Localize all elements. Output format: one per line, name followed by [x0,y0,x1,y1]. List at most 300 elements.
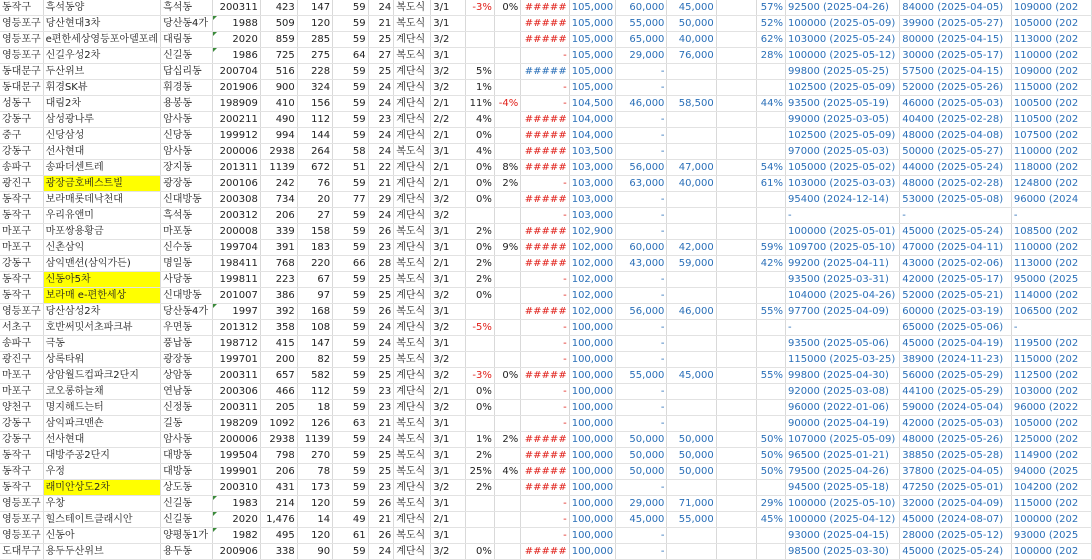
jeonse-cell[interactable]: - [616,416,667,432]
min-deal-cell[interactable]: 28000 (2025-05-12) [900,528,1012,544]
households-cell[interactable]: 1139 [260,160,297,176]
district-cell[interactable]: 동작구 [0,288,43,304]
hall-type-cell[interactable]: 계단식 [394,208,431,224]
dong-cell[interactable]: 상도동 [161,480,213,496]
change-pct-cell[interactable] [466,32,495,48]
change-pct2-cell[interactable] [494,48,520,64]
dong-cell[interactable]: 광장동 [161,176,213,192]
area-cell[interactable]: 59 [333,176,368,192]
area-cell[interactable]: 59 [333,336,368,352]
households-cell[interactable]: 657 [260,368,297,384]
built-year-cell[interactable]: 1997 [213,304,261,320]
jeonse-cell[interactable]: 63,000 [616,176,667,192]
blank-cell[interactable] [716,144,756,160]
max-deal-cell[interactable]: 103000 (202 [1011,384,1091,400]
jeonse-cell[interactable]: 45,000 [616,512,667,528]
price-cell[interactable]: 105,000 [569,32,615,48]
table-row[interactable] [0,208,1092,224]
table-row[interactable] [0,336,1092,352]
max-deal-cell[interactable]: 106500 (202 [1011,304,1091,320]
count-cell[interactable]: 173 [297,480,332,496]
dong-cell[interactable]: 풍납동 [161,336,213,352]
hall-type-cell[interactable]: 복도식 [394,144,431,160]
pyeong-cell[interactable]: 21 [368,16,394,32]
area-cell[interactable]: 59 [333,496,368,512]
hash-cell[interactable]: - [521,496,570,512]
change-pct2-cell[interactable] [494,224,520,240]
recent-deal-cell[interactable]: 99000 (2025-03-05) [786,112,900,128]
pyeong-cell[interactable]: 26 [368,528,394,544]
recent-deal-cell[interactable]: 100000 (2025-05-12) [786,48,900,64]
ratio-cell[interactable]: 52% [756,16,785,32]
hall-type-cell[interactable]: 복도식 [394,432,431,448]
ratio-cell[interactable] [756,224,785,240]
count-cell[interactable]: 112 [297,112,332,128]
min-deal-cell[interactable]: 42000 (2025-05-03) [900,416,1012,432]
ratio-cell[interactable]: 62% [756,32,785,48]
households-cell[interactable]: 509 [260,16,297,32]
households-cell[interactable]: 410 [260,96,297,112]
count-cell[interactable]: 324 [297,80,332,96]
built-year-cell[interactable]: 200006 [213,432,261,448]
count-cell[interactable]: 108 [297,320,332,336]
area-cell[interactable]: 51 [333,160,368,176]
households-cell[interactable]: 516 [260,64,297,80]
price-cell[interactable]: 102,000 [569,256,615,272]
hash-cell[interactable]: ##### [521,64,570,80]
change-pct-cell[interactable]: 0% [466,400,495,416]
ratio-cell[interactable] [756,272,785,288]
area-cell[interactable]: 58 [333,144,368,160]
complex-name-cell[interactable]: 보라매롯데낙천대 [43,192,160,208]
built-year-cell[interactable]: 200906 [213,544,261,560]
min-deal-cell[interactable]: 48000 (2025-02-28) [900,176,1012,192]
hash-cell[interactable]: ##### [521,256,570,272]
blank-cell[interactable] [716,272,756,288]
rooms-cell[interactable]: 3/1 [431,48,466,64]
ratio-cell[interactable]: 55% [756,368,785,384]
district-cell[interactable]: 강동구 [0,144,43,160]
complex-name-cell[interactable]: 우정 [43,464,160,480]
change-pct2-cell[interactable] [494,416,520,432]
blank-cell[interactable] [716,256,756,272]
table-row[interactable] [0,0,1092,16]
district-cell[interactable]: 영등포구 [0,48,43,64]
hall-type-cell[interactable]: 복도식 [394,0,431,16]
complex-name-cell[interactable]: 당산삼성2차 [43,304,160,320]
pyeong-cell[interactable]: 24 [368,96,394,112]
households-cell[interactable]: 2938 [260,144,297,160]
hall-type-cell[interactable]: 복도식 [394,256,431,272]
hash-cell[interactable]: ##### [521,480,570,496]
gap-cell[interactable] [667,400,716,416]
blank-cell[interactable] [716,496,756,512]
built-year-cell[interactable]: 198411 [213,256,261,272]
rooms-cell[interactable]: 3/1 [431,448,466,464]
gap-cell[interactable]: 76,000 [667,48,716,64]
max-deal-cell[interactable]: 100500 (202 [1011,96,1091,112]
rooms-cell[interactable]: 3/2 [431,64,466,80]
count-cell[interactable]: 78 [297,464,332,480]
dong-cell[interactable]: 마포동 [161,224,213,240]
ratio-cell[interactable] [756,544,785,560]
table-row[interactable] [0,256,1092,272]
recent-deal-cell[interactable]: - [786,320,900,336]
dong-cell[interactable]: 신대방동 [161,192,213,208]
rooms-cell[interactable]: 2/1 [431,96,466,112]
rooms-cell[interactable]: 3/2 [431,544,466,560]
district-cell[interactable]: 마포구 [0,384,43,400]
hall-type-cell[interactable]: 계단식 [394,384,431,400]
rooms-cell[interactable]: 3/2 [431,80,466,96]
dong-cell[interactable]: 장지동 [161,160,213,176]
rooms-cell[interactable]: 3/1 [431,496,466,512]
built-year-cell[interactable]: 1986 [213,48,261,64]
max-deal-cell[interactable]: 93000 (2025 [1011,528,1091,544]
ratio-cell[interactable] [756,80,785,96]
recent-deal-cell[interactable]: 100000 (2025-04-12) [786,512,900,528]
change-pct2-cell[interactable] [494,544,520,560]
table-row[interactable] [0,144,1092,160]
min-deal-cell[interactable]: 48000 (2025-04-08) [900,128,1012,144]
table-row[interactable] [0,304,1092,320]
recent-deal-cell[interactable]: 92500 (2025-04-26) [786,0,900,16]
table-row[interactable] [0,400,1092,416]
jeonse-cell[interactable]: - [616,144,667,160]
area-cell[interactable]: 59 [333,288,368,304]
hash-cell[interactable]: - [521,288,570,304]
jeonse-cell[interactable]: - [616,192,667,208]
change-pct-cell[interactable]: 0% [466,192,495,208]
gap-cell[interactable]: 50,000 [667,448,716,464]
gap-cell[interactable] [667,80,716,96]
min-deal-cell[interactable]: 52000 (2025-05-21) [900,288,1012,304]
gap-cell[interactable] [667,416,716,432]
max-deal-cell[interactable]: 115000 (202 [1011,352,1091,368]
rooms-cell[interactable]: 3/2 [431,400,466,416]
complex-name-cell[interactable]: 코오롱하늘채 [43,384,160,400]
complex-name-cell[interactable]: 삼익맨션(삼익가든) [43,256,160,272]
district-cell[interactable]: 강동구 [0,432,43,448]
ratio-cell[interactable] [756,64,785,80]
gap-cell[interactable] [667,224,716,240]
rooms-cell[interactable]: 3/2 [431,352,466,368]
complex-name-cell[interactable]: 신당삼성 [43,128,160,144]
hash-cell[interactable]: ##### [521,240,570,256]
district-cell[interactable]: 성동구 [0,96,43,112]
gap-cell[interactable]: 46,000 [667,304,716,320]
change-pct2-cell[interactable]: 0% [494,0,520,16]
area-cell[interactable]: 59 [333,0,368,16]
hall-type-cell[interactable]: 계단식 [394,128,431,144]
district-cell[interactable]: 마포구 [0,224,43,240]
households-cell[interactable]: 431 [260,480,297,496]
hall-type-cell[interactable]: 계단식 [394,32,431,48]
change-pct2-cell[interactable] [494,512,520,528]
built-year-cell[interactable]: 201311 [213,160,261,176]
rooms-cell[interactable]: 2/1 [431,176,466,192]
hall-type-cell[interactable]: 계단식 [394,160,431,176]
ratio-cell[interactable] [756,336,785,352]
price-cell[interactable]: 100,000 [569,352,615,368]
rooms-cell[interactable]: 3/1 [431,416,466,432]
households-cell[interactable]: 2938 [260,432,297,448]
blank-cell[interactable] [716,224,756,240]
ratio-cell[interactable] [756,352,785,368]
built-year-cell[interactable]: 199901 [213,464,261,480]
change-pct2-cell[interactable] [494,480,520,496]
change-pct2-cell[interactable] [494,384,520,400]
built-year-cell[interactable]: 199701 [213,352,261,368]
table-row[interactable] [0,176,1092,192]
change-pct-cell[interactable]: 0% [466,128,495,144]
ratio-cell[interactable]: 44% [756,96,785,112]
district-cell[interactable]: 동작구 [0,208,43,224]
gap-cell[interactable] [667,144,716,160]
gap-cell[interactable] [667,112,716,128]
min-deal-cell[interactable]: 50000 (2025-05-27) [900,144,1012,160]
hall-type-cell[interactable]: 계단식 [394,80,431,96]
jeonse-cell[interactable]: 55,000 [616,368,667,384]
hall-type-cell[interactable]: 계단식 [394,368,431,384]
ratio-cell[interactable] [756,144,785,160]
jeonse-cell[interactable]: - [616,128,667,144]
max-deal-cell[interactable]: 104200 (202 [1011,480,1091,496]
jeonse-cell[interactable]: 50,000 [616,448,667,464]
hall-type-cell[interactable]: 복도식 [394,48,431,64]
price-cell[interactable]: 103,000 [569,176,615,192]
complex-name-cell[interactable]: 신동아 [43,528,160,544]
change-pct-cell[interactable] [466,48,495,64]
complex-name-cell[interactable]: 대림2차 [43,96,160,112]
district-cell[interactable]: 마포구 [0,368,43,384]
hash-cell[interactable]: ##### [521,160,570,176]
blank-cell[interactable] [716,304,756,320]
hall-type-cell[interactable]: 계단식 [394,96,431,112]
households-cell[interactable]: 205 [260,400,297,416]
built-year-cell[interactable]: 200308 [213,192,261,208]
built-year-cell[interactable]: 199912 [213,128,261,144]
price-cell[interactable]: 103,500 [569,144,615,160]
blank-cell[interactable] [716,528,756,544]
district-cell[interactable]: 영등포구 [0,304,43,320]
gap-cell[interactable] [667,64,716,80]
change-pct-cell[interactable]: 25% [466,464,495,480]
area-cell[interactable]: 59 [333,544,368,560]
blank-cell[interactable] [716,96,756,112]
ratio-cell[interactable]: 50% [756,464,785,480]
count-cell[interactable]: 90 [297,544,332,560]
built-year-cell[interactable]: 198909 [213,96,261,112]
rooms-cell[interactable]: 3/2 [431,480,466,496]
change-pct2-cell[interactable]: 2% [494,176,520,192]
district-cell[interactable]: 마포구 [0,240,43,256]
hash-cell[interactable]: - [521,400,570,416]
min-deal-cell[interactable]: 45000 (2025-05-24) [900,544,1012,560]
ratio-cell[interactable]: 28% [756,48,785,64]
ratio-cell[interactable]: 50% [756,448,785,464]
table-row[interactable] [0,496,1092,512]
built-year-cell[interactable]: 199504 [213,448,261,464]
max-deal-cell[interactable]: 115000 (202 [1011,496,1091,512]
area-cell[interactable]: 59 [333,96,368,112]
count-cell[interactable]: 76 [297,176,332,192]
gap-cell[interactable]: 45,000 [667,0,716,16]
pyeong-cell[interactable]: 25 [368,464,394,480]
min-deal-cell[interactable]: 44100 (2025-05-29) [900,384,1012,400]
min-deal-cell[interactable]: 39900 (2025-05-27) [900,16,1012,32]
change-pct2-cell[interactable] [494,336,520,352]
ratio-cell[interactable]: 50% [756,432,785,448]
change-pct2-cell[interactable] [494,288,520,304]
max-deal-cell[interactable]: 96000 (2022 [1011,400,1091,416]
hall-type-cell[interactable]: 계단식 [394,176,431,192]
max-deal-cell[interactable]: 100000 (202 [1011,544,1091,560]
hash-cell[interactable]: ##### [521,112,570,128]
gap-cell[interactable] [667,480,716,496]
count-cell[interactable]: 97 [297,288,332,304]
hash-cell[interactable]: - [521,352,570,368]
ratio-cell[interactable] [756,112,785,128]
built-year-cell[interactable]: 1983 [213,496,261,512]
complex-name-cell[interactable]: 광장금호베스트빌 [43,176,160,192]
change-pct-cell[interactable]: 2% [466,480,495,496]
change-pct-cell[interactable]: 0% [466,384,495,400]
count-cell[interactable]: 82 [297,352,332,368]
recent-deal-cell[interactable]: 107000 (2025-05-09) [786,432,900,448]
gap-cell[interactable] [667,288,716,304]
count-cell[interactable]: 126 [297,416,332,432]
gap-cell[interactable]: 50,000 [667,16,716,32]
gap-cell[interactable]: 45,000 [667,368,716,384]
area-cell[interactable]: 77 [333,192,368,208]
hash-cell[interactable]: ##### [521,544,570,560]
dong-cell[interactable]: 용두동 [161,544,213,560]
pyeong-cell[interactable]: 23 [368,480,394,496]
recent-deal-cell[interactable]: 102500 (2025-05-09) [786,128,900,144]
change-pct-cell[interactable]: 4% [466,112,495,128]
district-cell[interactable]: 동작구 [0,0,43,16]
min-deal-cell[interactable]: - [900,208,1012,224]
pyeong-cell[interactable]: 24 [368,80,394,96]
dong-cell[interactable]: 용봉동 [161,96,213,112]
households-cell[interactable]: 386 [260,288,297,304]
count-cell[interactable]: 147 [297,336,332,352]
max-deal-cell[interactable]: 118000 (202 [1011,160,1091,176]
pyeong-cell[interactable]: 24 [368,544,394,560]
rooms-cell[interactable]: 3/1 [431,224,466,240]
recent-deal-cell[interactable]: 96500 (2025-01-21) [786,448,900,464]
complex-name-cell[interactable]: 두산위브 [43,64,160,80]
hash-cell[interactable]: - [521,208,570,224]
rooms-cell[interactable]: 3/2 [431,192,466,208]
change-pct-cell[interactable]: 5% [466,64,495,80]
pyeong-cell[interactable]: 23 [368,400,394,416]
area-cell[interactable]: 59 [333,304,368,320]
built-year-cell[interactable]: 200106 [213,176,261,192]
built-year-cell[interactable]: 201906 [213,80,261,96]
pyeong-cell[interactable]: 25 [368,272,394,288]
built-year-cell[interactable]: 200311 [213,368,261,384]
table-row[interactable] [0,320,1092,336]
jeonse-cell[interactable]: 50,000 [616,432,667,448]
max-deal-cell[interactable]: 119500 (202 [1011,336,1091,352]
max-deal-cell[interactable]: - [1011,320,1091,336]
dong-cell[interactable]: 신길동 [161,48,213,64]
min-deal-cell[interactable]: 45000 (2025-04-19) [900,336,1012,352]
area-cell[interactable]: 49 [333,512,368,528]
area-cell[interactable]: 59 [333,240,368,256]
hall-type-cell[interactable]: 복도식 [394,272,431,288]
min-deal-cell[interactable]: 57500 (2025-04-15) [900,64,1012,80]
complex-name-cell[interactable]: 용두두산위브 [43,544,160,560]
change-pct-cell[interactable] [466,528,495,544]
hall-type-cell[interactable]: 계단식 [394,112,431,128]
change-pct-cell[interactable] [466,416,495,432]
complex-name-cell[interactable]: 호반써밋서초파크뷰 [43,320,160,336]
pyeong-cell[interactable]: 25 [368,368,394,384]
change-pct2-cell[interactable] [494,320,520,336]
price-cell[interactable]: 100,000 [569,416,615,432]
count-cell[interactable]: 67 [297,272,332,288]
gap-cell[interactable] [667,320,716,336]
blank-cell[interactable] [716,368,756,384]
dong-cell[interactable]: 명일동 [161,256,213,272]
complex-name-cell[interactable]: 삼성광나루 [43,112,160,128]
recent-deal-cell[interactable]: 103000 (2025-03-03) [786,176,900,192]
dong-cell[interactable]: 암사동 [161,432,213,448]
blank-cell[interactable] [716,336,756,352]
jeonse-cell[interactable]: - [616,80,667,96]
blank-cell[interactable] [716,288,756,304]
dong-cell[interactable]: 대방동 [161,448,213,464]
recent-deal-cell[interactable]: 79500 (2025-04-26) [786,464,900,480]
price-cell[interactable]: 102,000 [569,288,615,304]
pyeong-cell[interactable]: 23 [368,384,394,400]
area-cell[interactable]: 66 [333,256,368,272]
hall-type-cell[interactable]: 계단식 [394,544,431,560]
households-cell[interactable]: 200 [260,352,297,368]
change-pct2-cell[interactable]: 8% [494,160,520,176]
count-cell[interactable]: 220 [297,256,332,272]
area-cell[interactable]: 59 [333,464,368,480]
recent-deal-cell[interactable]: 93500 (2025-05-19) [786,96,900,112]
price-cell[interactable]: 105,000 [569,64,615,80]
ratio-cell[interactable] [756,128,785,144]
jeonse-cell[interactable]: 29,000 [616,48,667,64]
price-cell[interactable]: 100,000 [569,384,615,400]
count-cell[interactable]: 120 [297,496,332,512]
pyeong-cell[interactable]: 28 [368,256,394,272]
count-cell[interactable]: 120 [297,16,332,32]
blank-cell[interactable] [716,384,756,400]
jeonse-cell[interactable]: - [616,400,667,416]
complex-name-cell[interactable]: 신동아5차 [43,272,160,288]
gap-cell[interactable]: 55,000 [667,512,716,528]
recent-deal-cell[interactable]: 100000 (2025-05-10) [786,496,900,512]
blank-cell[interactable] [716,464,756,480]
price-cell[interactable]: 105,000 [569,80,615,96]
table-row[interactable] [0,448,1092,464]
area-cell[interactable]: 59 [333,448,368,464]
table-row[interactable] [0,80,1092,96]
jeonse-cell[interactable]: 43,000 [616,256,667,272]
count-cell[interactable]: 228 [297,64,332,80]
hash-cell[interactable]: ##### [521,16,570,32]
pyeong-cell[interactable]: 23 [368,112,394,128]
complex-name-cell[interactable]: 명지해드는터 [43,400,160,416]
district-cell[interactable]: 강동구 [0,256,43,272]
